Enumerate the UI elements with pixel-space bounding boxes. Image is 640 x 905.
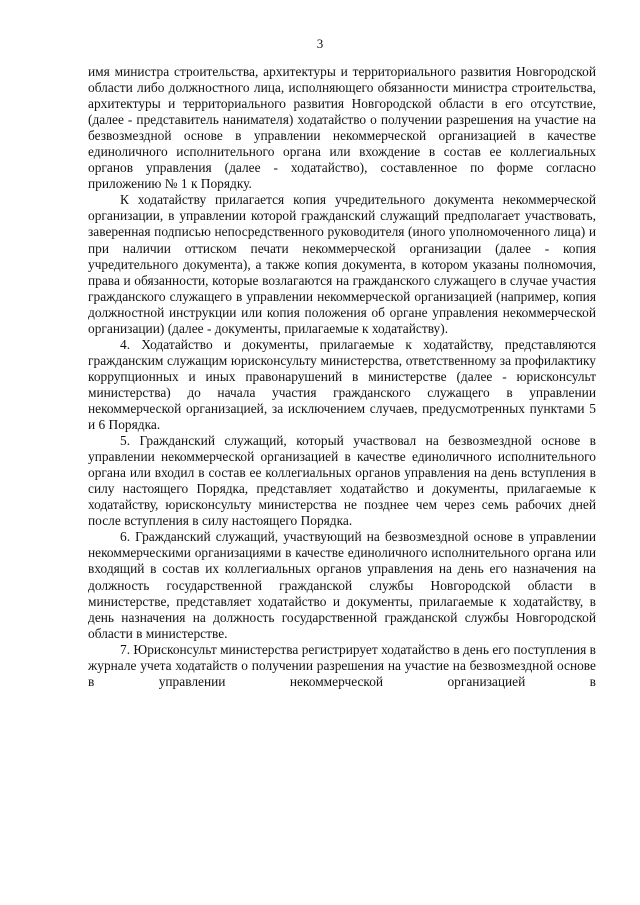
paragraph-4: 4. Ходатайство и документы, прилагаемые к ходатайству, представляются гражданским служащим юрисконсульту министерства, ответственному за профилактику коррупционных и иных правонарушений в министерстве (далее - юрисконсульт министерства) до начала участия гражданского служащего в управлении некоммерческой организацией, за исключением случаев, предусмотренных пунктами 5 и 6 Порядка.: [88, 336, 596, 433]
page-number: 3: [316, 36, 324, 51]
paragraph-continued: имя министра строительства, архитектуры и территориального развития Новгородской области либо должностного лица, исполняющего обязанности министра строительства, архитектуры и территориального развития Новгородской области в его отсутствие, (далее - представитель нанимателя) ходатайство о получении разрешения на участие на безвозмездной основе в управлении некоммерческой организацией в качестве единоличного исполнительного органа или вхождение в состав ее коллегиальных органов управления (далее - ходатайство), составленное по форме согласно приложению № 1 к Порядку.: [88, 64, 596, 192]
paragraph-7: 7. Юрисконсульт министерства регистрирует ходатайство в день его поступления в журнале учета ходатайств о получении разрешения на участие на безвозмездной основе в управлении некоммерческой организацией в: [88, 641, 596, 689]
paragraph-attachments: К ходатайству прилагается копия учредительного документа некоммерческой организации, в управлении которой гражданский служащий предполагает участвовать, заверенная подписью непосредственного руководителя (иного уполномоченного лица) и при наличии оттиском печати некоммерческой организации (далее - копия учредительного документа), а также копия документа, в котором указаны полномочия, права и обязанности, которые возлагаются на гражданского служащего в случае участия гражданского служащего в управлении некоммерческой организацией (например, копия должностной инструкции или копия положения об органе управления некоммерческой организации) (далее - документы, прилагаемые к ходатайству).: [88, 192, 596, 336]
paragraph-5: 5. Гражданский служащий, который участвовал на безвозмездной основе в управлении некоммерческой организацией в качестве единоличного исполнительного органа или входил в состав ее коллегиальных органов управления на день вступления в силу настоящего Порядка, представляет ходатайство и документы, прилагаемые к ходатайству, юрисконсульту министерства не позднее чем через семь рабочих дней после вступления в силу настоящего Порядка.: [88, 433, 596, 529]
document-body: [88, 64, 596, 690]
paragraph-6: 6. Гражданский служащий, участвующий на безвозмездной основе в управлении некоммерческими организациями в качестве единоличного исполнительного органа или входящий в состав их коллегиальных органов управления на день его назначения на должность государственной гражданской службы Новгородской области в министерстве, представляет ходатайство и документы, прилагаемые к ходатайству, в день назначения на должность государственной гражданской службы Новгородской области в министерстве.: [88, 529, 596, 641]
